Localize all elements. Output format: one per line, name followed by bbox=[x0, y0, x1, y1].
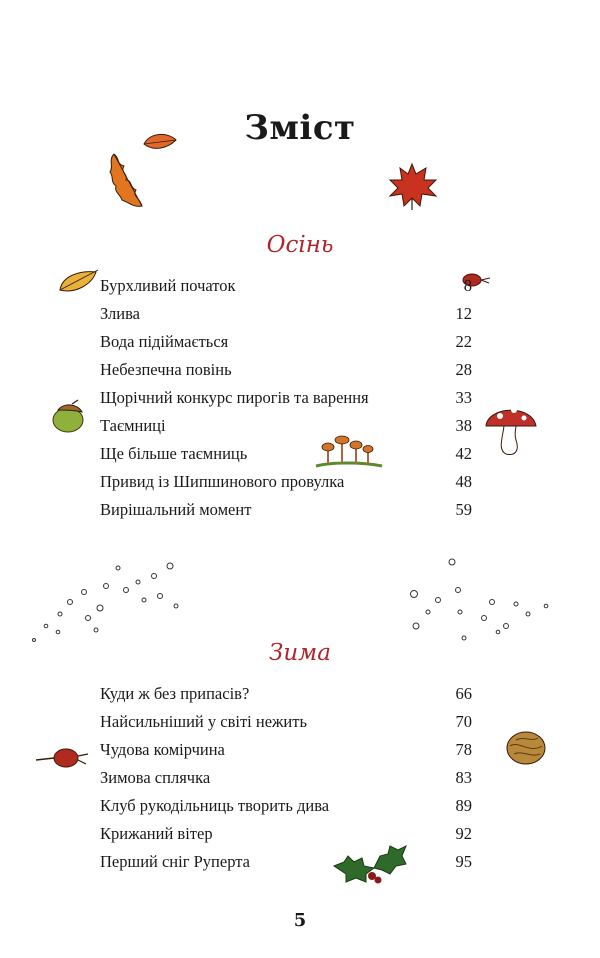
toc-list-autumn bbox=[100, 272, 472, 524]
rosehip-branch-icon bbox=[34, 742, 90, 776]
snowflakes-right-icon bbox=[404, 556, 554, 642]
toc-entry[interactable] bbox=[100, 736, 472, 764]
toc-entry[interactable] bbox=[100, 468, 472, 496]
toc-entry-page: 70 bbox=[455, 712, 472, 731]
toc-entry[interactable] bbox=[100, 848, 472, 876]
toc-entry-page: 42 bbox=[455, 444, 472, 463]
page-title: Зміст bbox=[244, 108, 356, 148]
toc-entry[interactable] bbox=[100, 328, 472, 356]
toc-entry[interactable] bbox=[100, 764, 472, 792]
toc-entry-label: Ще більше таємниць bbox=[100, 444, 248, 463]
toc-entry-label: Перший сніг Руперта bbox=[100, 852, 250, 871]
toc-entry[interactable] bbox=[100, 440, 472, 468]
toc-entry-page: 59 bbox=[455, 500, 472, 519]
toc-entry-page: 92 bbox=[455, 824, 472, 843]
toc-entry[interactable] bbox=[100, 792, 472, 820]
toc-entry-label: Найсильніший у світі нежить bbox=[100, 712, 307, 731]
toc-entry-label: Небезпечна повінь bbox=[100, 360, 232, 379]
toc-entry[interactable] bbox=[100, 820, 472, 848]
toc-entry-label: Щорічний конкурс пирогів та варення bbox=[100, 388, 369, 407]
toc-entry[interactable] bbox=[100, 496, 472, 524]
section-title-autumn: Осінь bbox=[266, 232, 334, 258]
maple-leaf-red-icon bbox=[386, 160, 440, 212]
oak-leaf-orange-icon bbox=[106, 150, 152, 212]
toc-entry[interactable] bbox=[100, 272, 472, 300]
yellow-leaf-icon bbox=[56, 266, 102, 298]
walnut-icon bbox=[504, 728, 548, 768]
mushroom-icon bbox=[482, 396, 540, 460]
toc-list-winter bbox=[100, 680, 472, 876]
toc-entry-page: 28 bbox=[455, 360, 472, 379]
toc-entry-label: Злива bbox=[100, 304, 141, 323]
toc-entry-label: Крижаний вітер bbox=[100, 824, 213, 843]
page-number: 5 bbox=[293, 910, 307, 931]
toc-entry-label: Вода підіймається bbox=[100, 332, 229, 351]
toc-entry-label: Привид із Шипшинового провулка bbox=[100, 472, 345, 491]
toc-entry-page: 12 bbox=[455, 304, 472, 323]
toc-entry[interactable] bbox=[100, 300, 472, 328]
toc-entry-page: 38 bbox=[455, 416, 472, 435]
toc-entry-page: 83 bbox=[455, 768, 472, 787]
section-title-winter: Зима bbox=[269, 640, 331, 666]
toc-entry-page: 8 bbox=[463, 276, 472, 295]
toc-entry-page: 89 bbox=[455, 796, 472, 815]
toc-entry-label: Таємниці bbox=[100, 416, 166, 435]
toc-entry[interactable] bbox=[100, 708, 472, 736]
toc-entry-page: 33 bbox=[455, 388, 472, 407]
toc-entry-label: Куди ж без припасів? bbox=[100, 684, 250, 703]
toc-entry-page: 48 bbox=[455, 472, 472, 491]
toc-entry[interactable] bbox=[100, 412, 472, 440]
toc-entry-page: 66 bbox=[455, 684, 472, 703]
toc-entry-label: Клуб рукодільниць творить дива bbox=[100, 796, 330, 815]
toc-entry[interactable] bbox=[100, 356, 472, 384]
snowflakes-left-icon bbox=[30, 556, 190, 646]
toc-entry[interactable] bbox=[100, 680, 472, 708]
toc-entry-page: 22 bbox=[455, 332, 472, 351]
toc-entry-label: Вирішальний момент bbox=[100, 500, 252, 519]
toc-entry-label: Чудова комірчина bbox=[100, 740, 225, 759]
toc-entry-label: Бурхливий початок bbox=[100, 276, 236, 295]
toc-entry-label: Зимова сплячка bbox=[100, 768, 211, 787]
toc-entry-page: 95 bbox=[455, 852, 472, 871]
toc-entry[interactable] bbox=[100, 384, 472, 412]
toc-entry-page: 78 bbox=[455, 740, 472, 759]
acorn-icon bbox=[48, 398, 90, 436]
